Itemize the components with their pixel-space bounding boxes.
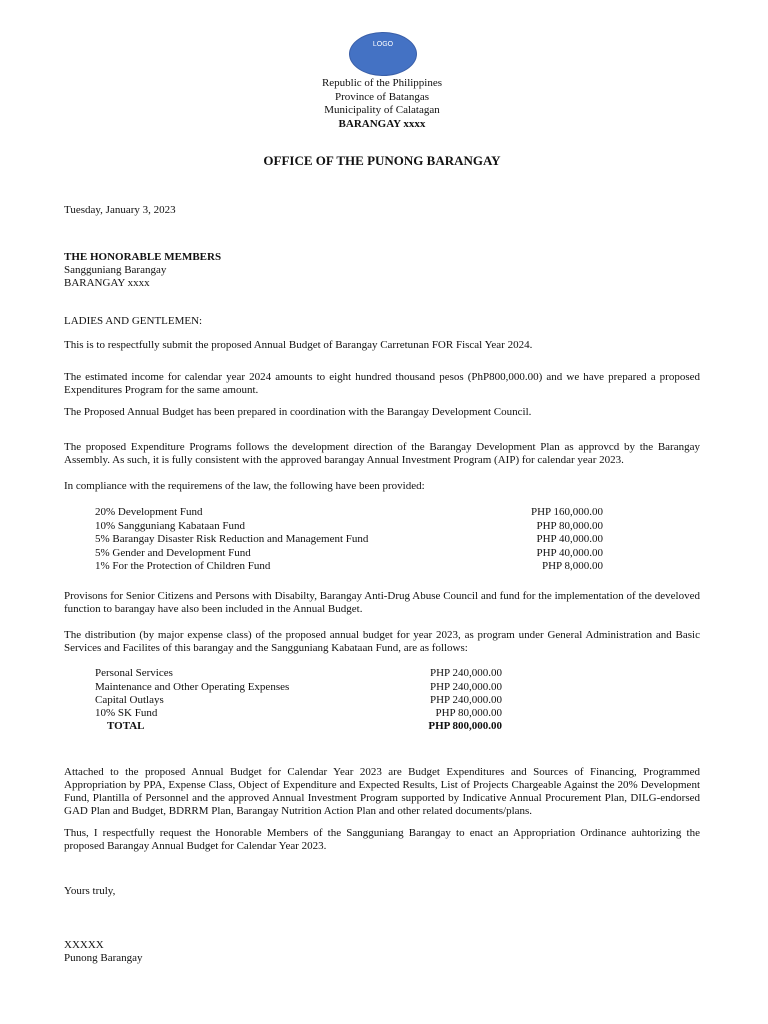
paragraph-submission: This is to respectfully submit the proposed Annual Budget of Barangay Carretunan FOR Fiscal Year 2024. [64, 339, 533, 351]
salutation: LADIES AND GENTLEMEN: [64, 315, 203, 327]
header-republic: Republic of the Philippines [321, 77, 443, 89]
paragraph-development-direction: The proposed Expenditure Programs follows the development direction of the Barangay Development Plan as approvcd by the Barangay Assembly. As such, it is fully consistent with the approved barangay Annual Investment Program (AIP) for calendar year 2023. [64, 441, 700, 466]
office-title: OFFICE OF THE PUNONG BARANGAY [263, 153, 501, 168]
paragraph-compliance: In compliance with the requiremens of the law, the following have been provided: [64, 480, 425, 492]
addressee-line-1: THE HONORABLE MEMBERS [64, 251, 222, 263]
addressee-block [64, 251, 700, 290]
header-province: Province of Batangas [334, 90, 430, 103]
total-amount: PHP 800,000.00 [428, 720, 502, 732]
letter-date: Tuesday, January 3, 2023 [64, 204, 176, 216]
logo-text: LOGO [372, 41, 394, 48]
total-label: TOTAL [107, 720, 145, 732]
paragraph-distribution: The distribution (by major expense class) of the proposed annual budget for year 2023, as program under General Administration and Basic Services and Facilites of this barangay and the Sangguniang Kabataan Fund, are as follows: [64, 629, 700, 654]
distribution-amount: PHP 80,000.00 [435, 707, 502, 719]
fund-amount: PHP 160,000.00 [530, 506, 603, 518]
signature-block [64, 939, 700, 965]
distribution-label: Maintenance and Other Operating Expenses [95, 680, 290, 693]
paragraph-request: Thus, I respectfully request the Honorable Members of the Sangguniang Barangay to enact an Appropriation Ordinance auhtorizing the proposed Barangay Annual Budget for Calendar Year 2023. [64, 827, 700, 852]
distribution-label: Personal Services [95, 667, 173, 679]
paragraph-provisions: Provisons for Senior Citizens and Persons with Disabilty, Barangay Anti-Drug Abuse Council and fund for the implementation of the develoved function to barangay have also been included in the Annual Budget. [64, 590, 700, 615]
distribution-amount: PHP 240,000.00 [429, 694, 502, 706]
fund-label: 1% For the Protection of Children Fund [95, 560, 271, 572]
header-municipality: Municipality of Calatagan [324, 104, 440, 116]
paragraph-attachments: Attached to the proposed Annual Budget for Calendar Year 2023 are Budget Expenditures and Sources of Financing, Programmed Appropriation by PPA, Expense Class, Object of Expenditure and Expected Results, List of Projects Chargeable Against the 20% Development Fund, Plantilla of Personnel and the approved Annual Investment Program supported by Indicative Annual Procurement Plan, DILG-endorsed GAD Plan and Budget, BDRRM Plan, Barangay Nutrition Action Plan and other related documents/plans. [64, 766, 700, 817]
distribution-amount: PHP 240,000.00 [429, 667, 502, 679]
letterhead [0, 77, 764, 131]
header-barangay: BARANGAY xxxx [338, 117, 426, 130]
fund-amount: PHP 80,000.00 [536, 519, 603, 532]
addressee-line-2: Sangguniang Barangay [64, 264, 167, 276]
fund-label: 5% Gender and Development Fund [95, 546, 251, 559]
addressee-line-3: BARANGAY xxxx [64, 277, 150, 289]
signatory-name: XXXXX [64, 939, 104, 951]
logo-placeholder [349, 32, 417, 76]
fund-amount: PHP 40,000.00 [536, 533, 603, 545]
signatory-title: Punong Barangay [64, 952, 143, 964]
fund-amount: PHP 8,000.00 [541, 560, 603, 572]
fund-label: 20% Development Fund [95, 506, 203, 518]
distribution-amount: PHP 240,000.00 [429, 680, 502, 693]
paragraph-coordination: The Proposed Annual Budget has been prepared in coordination with the Barangay Development Council. [64, 406, 532, 418]
fund-label: 5% Barangay Disaster Risk Reduction and Management Fund [95, 533, 369, 545]
fund-amount: PHP 40,000.00 [536, 546, 603, 559]
fund-label: 10% Sangguniang Kabataan Fund [95, 519, 245, 532]
distribution-label: 10% SK Fund [95, 707, 158, 719]
paragraph-estimated-income: The estimated income for calendar year 2024 amounts to eight hundred thousand pesos (PhP800,000.00) and we have prepared a proposed Expenditures Program for the same amount. [64, 371, 700, 396]
closing: Yours truly, [64, 885, 116, 897]
distribution-label: Capital Outlays [95, 694, 164, 706]
